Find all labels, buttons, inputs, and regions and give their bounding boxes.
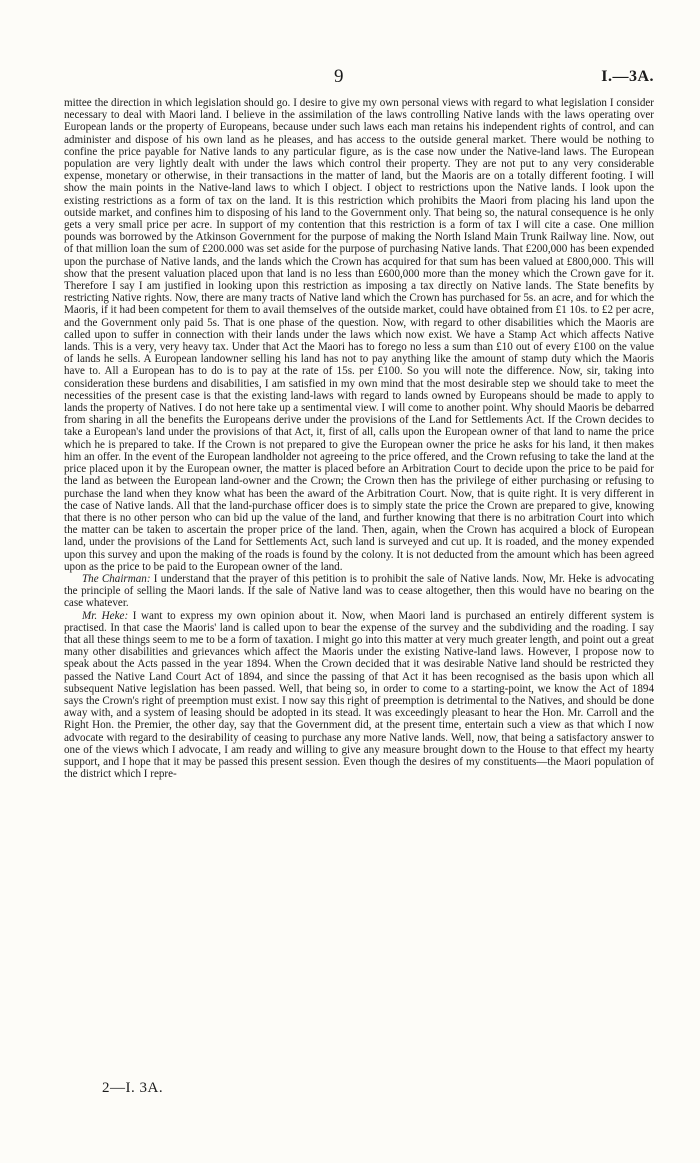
speaker-name: Mr. Heke: <box>82 609 129 622</box>
document-reference: I.—3A. <box>601 68 654 85</box>
speaker-name: The Chairman: <box>82 572 151 585</box>
paragraph <box>64 97 654 573</box>
body-text <box>64 97 654 780</box>
paragraph-text: mittee the direction in which legislation should go. I desire to give my own personal views with regard to what legislation I consider necessary to deal with Maori land. I believe in the assimilation of the laws controlling Native lands with the laws operating over European lands or the property of Europeans, because under such laws each man retains his independent rights of control, and can administer and dispose of his own land as he pleases, and has access to the outside general market. There would be nothing to confine the price payable for Native lands to any particular figure, as is the case now under the Native-land laws. The European population are very lightly dealt with under the laws which control their property. They are not put to any very considerable expense, monetary or otherwise, in their transactions in the matter of land, but the Maoris are on a totally different footing. I will show the main points in the Native-land laws to which I object. I object to restrictions upon the Native lands. I look upon the existing restrictions as a form of tax on the land. It is this restriction which prohibits the Maori from placing his land upon the outside market, and confines him to disposing of his land to the Government only. That being so, the natural consequence is he only gets a very small price per acre. In support of my contention that this restriction is a form of tax I will cite a case. One million pounds was borrowed by the Atkinson Government for the purpose of making the North Island Main Trunk Railway line. Now, out of that million loan the sum of £200.000 was set aside for the purpose of purchasing Native lands. That £200,000 has been expended upon the purchase of Native lands, and the lands which the Crown has acquired for that sum has been valued at £800,000. This will show that the present valuation placed upon that land is no less than £600,000 more than the money which the Crown gave for it. Therefore I say I am justified in looking upon this restriction as imposing a tax directly on Native lands. The State benefits by restricting Native rights. Now, there are many tracts of Native land which the Crown has purchased for 5s. an acre, and for which the Maoris, if it had been competent for them to avail themselves of the outside market, could have obtained from £1 10s. to £2 per acre, and the Government only paid 5s. That is one phase of the question. Now, with regard to other disabilities which the Maoris are called upon to suffer in connection with their lands under the laws which now exist. We have a Stamp Act which affects Native lands. This is a very, very heavy tax. Under that Act the Maori has to forego no less a sum than £10 out of every £100 on the value of lands he sells. A European landowner selling his land has not to pay anything like the amount of stamp duty which the Maoris have to. All a European has to do is to pay at the rate of 15s. per £100. So you will note the difference. Now, sir, taking into consideration these burdens and disabilities, I am satisfied in my own mind that the most desirable step we should take to meet the necessities of the present case is that the existing land-laws with regard to lands owned by Europeans should be made to apply to lands the property of Natives. I do not here take up a sentimental view. I will come to another point. Why should Maoris be debarred from sharing in all the benefits the Europeans derive under the provisions of the Land for Settlements Act. If the Crown decides to take a European's land under the provisions of that Act, it, first of all, calls upon the European owner of that land to name the price which he is prepared to take. If the Crown is not prepared to give the European owner the price he asks for his land, it then makes him an offer. In the event of the European landholder not agreeing to the price offered, and the Crown refusing to take the land at the price placed upon it by the European owner, the matter is placed before an Arbitration Court to decide upon the price to be paid for the land as between the European land-owner and the Crown; the Crown then has the privilege of either purchasing or refusing to purchase the land when they know what has been the award of the Arbitration Court. Now, that is quite right. It is very different in the case of Native lands. All that the land-purchase officer does is to simply state the price the Crown are prepared to give, knowing that there is no other person who can bid up the value of the land, and further knowing that there is no arbitration Court into which the matter can be taken to ascertain the proper price of the land. Then, again, when the Crown has acquired a block of European land, under the provisions of the Land for Settlements Act, such land is surveyed and cut up. It is roaded, and the money expended upon this survey and upon the making of the roads is found by the colony. It is not deducted from the amount which has been agreed upon as the price to be paid to the European owner of the land. <box>64 97 654 573</box>
signature-mark: 2—I. 3A. <box>102 1080 164 1096</box>
paragraph <box>64 573 654 610</box>
paragraph-text: I understand that the prayer of this petition is to prohibit the sale of Native lands. Now, Mr. Heke is advocating the principle of selling the Maori lands. If the sale of Native land was to cease altogether, then this would have no bearing on the case whatever. <box>64 572 655 610</box>
paragraph <box>64 610 654 781</box>
page-number: 9 <box>334 66 344 87</box>
page-header <box>64 66 654 90</box>
paragraph-text: I want to express my own opinion about it. Now, when Maori land is purchased an entirely different system is practised. In that case the Maoris' land is called upon to bear the expense of the survey and the subdividing and the roading. I say that all these things seem to me to be a form of taxation. I might go into this matter at very much greater length, and point out a great many other disabilities and grievances which affect the Maoris under the existing Native-land laws. However, I propose now to speak about the Acts passed in the year 1894. When the Crown decided that it was desirable Native land should be restricted they passed the Native Land Court Act of 1894, and since the passing of that Act it has been recognised as the basis upon which all subsequent Native legislation has been passed. Well, that being so, in order to come to a starting-point, we know the Act of 1894 says the Crown's right of preemption must exist. I now say this right of preemption is detrimental to the Natives, and should be done away with, and a system of leasing should be adopted in its stead. It was exceedingly pleasant to hear the Hon. Mr. Carroll and the Right Hon. the Premier, the other day, say that the Government did, at the present time, entertain such a view as that which I now advocate with regard to the desirability of ceasing to purchase any more Native lands. Well, now, that being a satisfactory answer to one of the views which I advocate, I am ready and willing to give any measure brought down to the House to that effect my hearty support, and I hope that it may be passed this present session. Even though the desires of my constituents—the Maori population of the district which I repre- <box>64 609 654 781</box>
